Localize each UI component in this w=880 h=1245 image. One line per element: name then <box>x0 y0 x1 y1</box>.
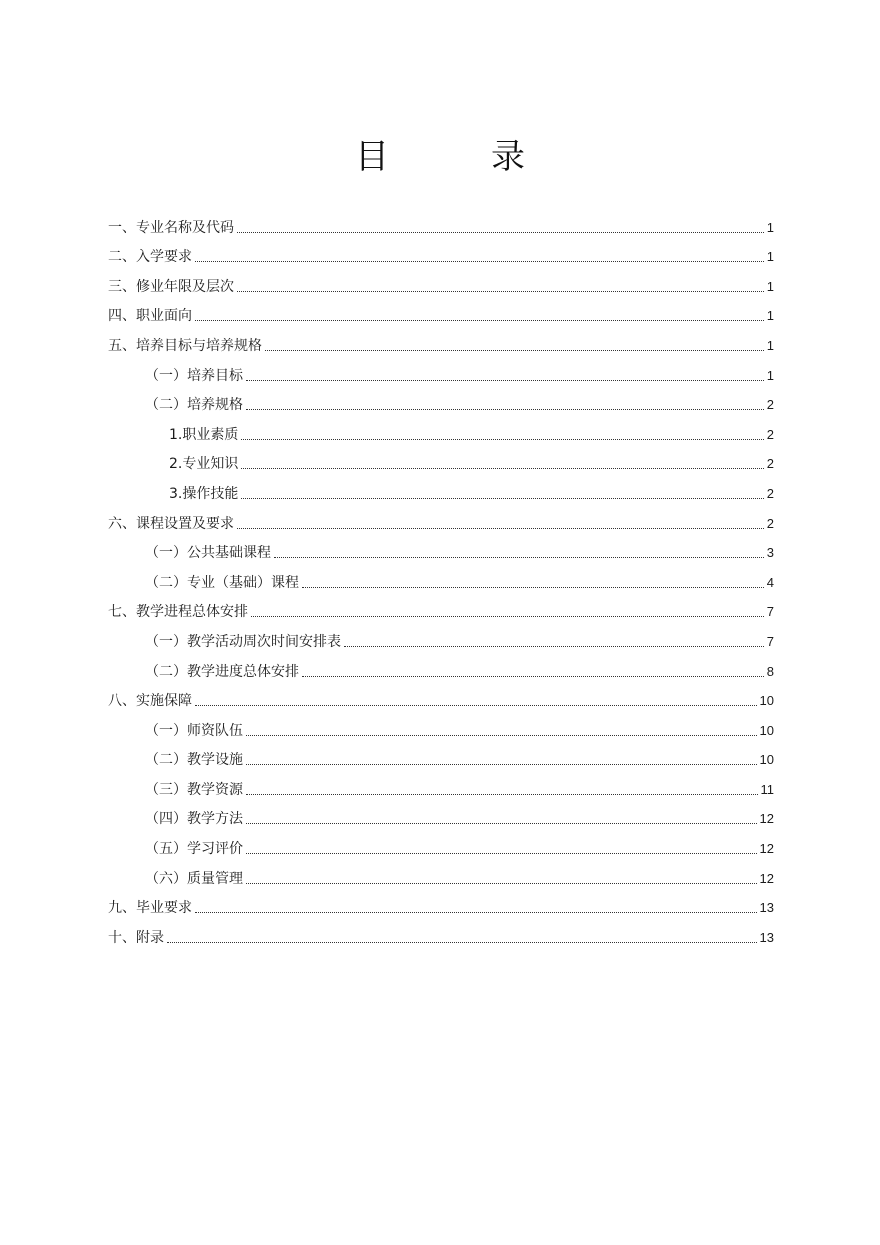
toc-entry[interactable] <box>108 710 774 740</box>
toc-entry-page-number: 13 <box>759 900 774 916</box>
toc-dot-leader <box>195 912 757 913</box>
toc-entry[interactable] <box>108 592 774 622</box>
toc-entry-label: 四、职业面向 <box>108 308 192 325</box>
toc-dot-leader <box>246 409 764 410</box>
toc-entry[interactable] <box>108 621 774 651</box>
toc-entry-page-number: 10 <box>759 752 774 768</box>
toc-entry[interactable] <box>108 651 774 681</box>
toc-entry-page-number: 3 <box>766 545 774 561</box>
toc-entry[interactable] <box>108 237 774 267</box>
toc-entry-label: 1.职业素质 <box>169 426 239 443</box>
toc-entry-label: （六）质量管理 <box>145 870 243 887</box>
toc-entry-page-number: 2 <box>766 397 774 413</box>
toc-dot-leader <box>237 528 764 529</box>
toc-entry-page-number: 2 <box>766 456 774 472</box>
toc-entry[interactable] <box>108 444 774 474</box>
toc-entry-label: （一）教学活动周次时间安排表 <box>145 633 341 650</box>
toc-entry[interactable] <box>108 799 774 829</box>
toc-dot-leader <box>302 676 764 677</box>
toc-entry-page-number: 7 <box>766 633 774 649</box>
toc-entry-page-number: 1 <box>766 337 774 353</box>
toc-entry-label: 九、毕业要求 <box>108 900 192 917</box>
toc-dot-leader <box>265 350 764 351</box>
toc-entry-label: （一）公共基础课程 <box>145 545 271 562</box>
toc-entry-page-number: 12 <box>759 841 774 857</box>
toc-entry-label: （一）培养目标 <box>145 367 243 384</box>
toc-entry-label: （二）培养规格 <box>145 397 243 414</box>
toc-entry-page-number: 1 <box>766 249 774 265</box>
toc-entry-label: 3.操作技能 <box>169 485 239 502</box>
toc-dot-leader <box>246 380 764 381</box>
toc-entry-page-number: 8 <box>766 663 774 679</box>
toc-entry[interactable] <box>108 473 774 503</box>
toc-dot-leader <box>241 468 763 469</box>
toc-dot-leader <box>246 823 757 824</box>
toc-dot-leader <box>344 646 764 647</box>
toc-dot-leader <box>251 616 764 617</box>
toc-dot-leader <box>246 883 757 884</box>
toc-dot-leader <box>237 291 764 292</box>
toc-entry-page-number: 1 <box>766 367 774 383</box>
toc-entry-label: （四）教学方法 <box>145 811 243 828</box>
toc-entry-page-number: 1 <box>766 308 774 324</box>
toc-dot-leader <box>241 439 763 440</box>
toc-entry[interactable] <box>108 355 774 385</box>
toc-dot-leader <box>195 320 764 321</box>
toc-entry[interactable] <box>108 385 774 415</box>
toc-dot-leader <box>246 853 757 854</box>
toc-entry-page-number: 10 <box>759 722 774 738</box>
toc-entry[interactable] <box>108 533 774 563</box>
toc-entry-label: 二、入学要求 <box>108 249 192 266</box>
toc-dot-leader <box>195 705 757 706</box>
toc-entry[interactable] <box>108 858 774 888</box>
toc-entry[interactable] <box>108 503 774 533</box>
toc-entry-label: （二）教学进度总体安排 <box>145 663 299 680</box>
table-of-contents <box>108 207 774 947</box>
toc-dot-leader <box>246 794 758 795</box>
toc-entry-label: （三）教学资源 <box>145 781 243 798</box>
toc-entry-page-number: 11 <box>760 781 774 797</box>
toc-entry[interactable] <box>108 414 774 444</box>
toc-entry-label: 七、教学进程总体安排 <box>108 604 248 621</box>
toc-entry-page-number: 12 <box>759 811 774 827</box>
toc-entry-page-number: 1 <box>766 219 774 235</box>
toc-entry-page-number: 10 <box>759 693 774 709</box>
toc-entry[interactable] <box>108 266 774 296</box>
toc-entry[interactable] <box>108 917 774 947</box>
toc-entry-label: （五）学习评价 <box>145 841 243 858</box>
toc-entry[interactable] <box>108 562 774 592</box>
toc-dot-leader <box>237 232 764 233</box>
toc-dot-leader <box>167 942 757 943</box>
toc-entry-page-number: 2 <box>766 515 774 531</box>
toc-dot-leader <box>302 587 764 588</box>
toc-entry-page-number: 12 <box>759 870 774 886</box>
toc-entry-label: 一、专业名称及代码 <box>108 219 234 236</box>
toc-entry-label: 三、修业年限及层次 <box>108 278 234 295</box>
toc-entry-label: 十、附录 <box>108 929 164 946</box>
toc-entry-page-number: 13 <box>759 929 774 945</box>
toc-entry[interactable] <box>108 828 774 858</box>
toc-entry[interactable] <box>108 296 774 326</box>
toc-dot-leader <box>274 557 764 558</box>
toc-entry[interactable] <box>108 325 774 355</box>
toc-title: 目 录 <box>355 137 559 177</box>
toc-entry-label: 六、课程设置及要求 <box>108 515 234 532</box>
toc-entry[interactable] <box>108 681 774 711</box>
toc-entry-label: （二）专业（基础）课程 <box>145 574 299 591</box>
toc-entry-label: 2.专业知识 <box>169 456 239 473</box>
toc-dot-leader <box>195 261 764 262</box>
toc-entry-label: （一）师资队伍 <box>145 722 243 739</box>
toc-entry-label: 五、培养目标与培养规格 <box>108 337 262 354</box>
toc-entry-page-number: 7 <box>766 604 774 620</box>
toc-entry-label: （二）教学设施 <box>145 752 243 769</box>
toc-entry[interactable] <box>108 207 774 237</box>
toc-entry-page-number: 2 <box>766 485 774 501</box>
toc-entry-label: 八、实施保障 <box>108 693 192 710</box>
toc-entry[interactable] <box>108 888 774 918</box>
toc-entry[interactable] <box>108 769 774 799</box>
toc-entry-page-number: 2 <box>766 426 774 442</box>
toc-dot-leader <box>241 498 763 499</box>
toc-dot-leader <box>246 735 757 736</box>
toc-dot-leader <box>246 764 757 765</box>
toc-entry[interactable] <box>108 740 774 770</box>
toc-entry-page-number: 1 <box>766 278 774 294</box>
toc-entry-page-number: 4 <box>766 574 774 590</box>
